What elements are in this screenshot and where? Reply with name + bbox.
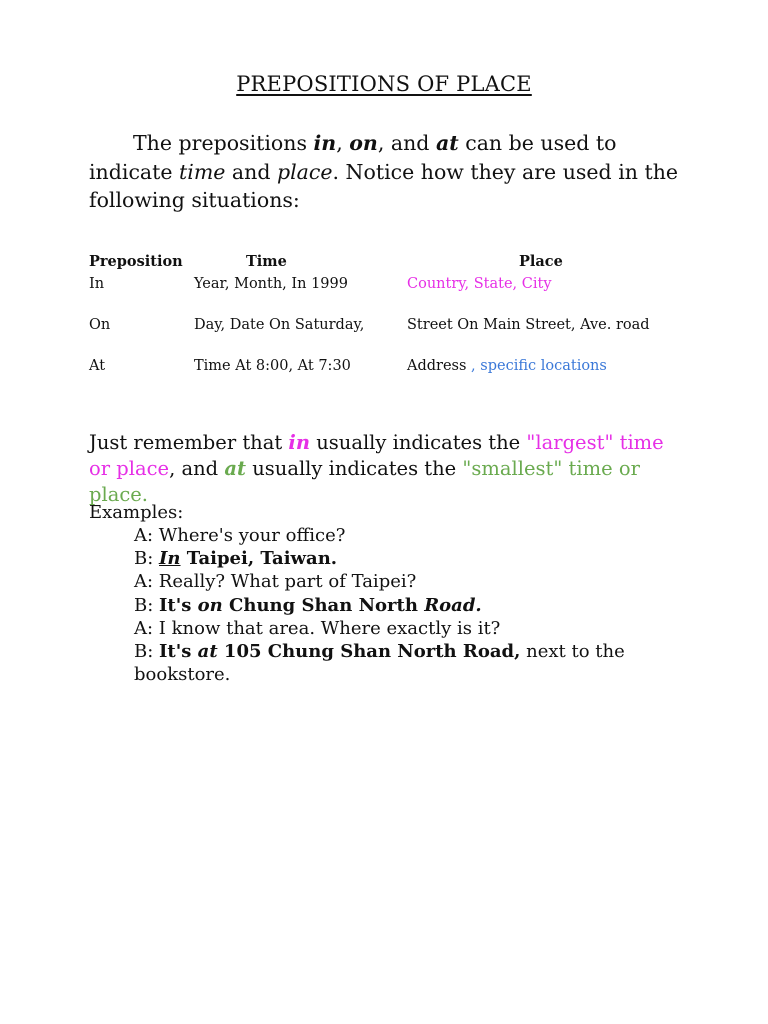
cell-place-colored: Country, State, City — [407, 276, 552, 292]
header-place: Place — [519, 253, 563, 270]
cell-place — [407, 317, 650, 333]
intro-text: and — [225, 159, 277, 184]
intro-paragraph — [89, 129, 689, 215]
intro-in: in — [313, 131, 337, 155]
intro-place: place — [277, 159, 333, 184]
example-line — [134, 595, 482, 616]
example-line: A: I know that area. Where exactly is it? — [134, 618, 501, 639]
remember-largest: "largest" time or place — [89, 431, 664, 480]
example-bold: Taipei, Taiwan. — [180, 548, 338, 569]
cell-time: Year, Month, In 1999 — [194, 276, 348, 292]
example-line: A: Really? What part of Taipei? — [134, 571, 417, 592]
cell-place — [407, 276, 552, 292]
remember-in: in — [288, 431, 310, 454]
remember-text: usually indicates the — [246, 457, 463, 480]
example-at: at — [197, 641, 218, 662]
table-header — [89, 253, 709, 273]
example-in: In — [159, 548, 181, 569]
remember-smallest: "smallest" time or place. — [89, 457, 640, 506]
example-text: next to the — [520, 641, 625, 662]
example-line — [134, 548, 337, 569]
example-on: on — [197, 595, 223, 616]
cell-place-plain: Address — [407, 358, 467, 374]
table-row — [89, 358, 709, 378]
example-road: Road. — [424, 595, 482, 616]
remember-text: Just remember that — [89, 431, 289, 454]
intro-text: , — [336, 131, 350, 155]
examples-label: Examples: — [89, 502, 184, 523]
example-bold: It's — [159, 595, 198, 616]
cell-place-plain: Street On Main Street, Ave. road — [407, 317, 650, 333]
example-line — [134, 641, 625, 662]
intro-time: time — [179, 159, 226, 184]
remember-text: , and — [169, 457, 225, 480]
cell-preposition: In — [89, 276, 105, 292]
intro-on: on — [349, 131, 378, 155]
remember-text: usually indicates the — [310, 431, 527, 454]
example-bold: 105 Chung Shan North Road, — [217, 641, 521, 662]
header-time: Time — [246, 253, 287, 270]
cell-time: Time At 8:00, At 7:30 — [194, 358, 351, 374]
cell-preposition: On — [89, 317, 111, 333]
example-prefix: B: — [134, 641, 160, 662]
table-row — [89, 276, 709, 296]
table-row — [89, 317, 709, 337]
example-line: bookstore. — [134, 664, 231, 685]
page-title: PREPOSITIONS OF PLACE — [236, 72, 532, 96]
intro-text: . Notice how they are used in the following situations: — [89, 159, 679, 212]
example-bold: Chung Shan North — [222, 595, 425, 616]
cell-place — [407, 358, 607, 374]
example-bold: It's — [159, 641, 198, 662]
intro-text: can be used to indicate — [89, 131, 617, 184]
example-prefix: B: — [134, 548, 160, 569]
intro-text: , and — [377, 131, 436, 155]
example-prefix: B: — [134, 595, 160, 616]
header-preposition: Preposition — [89, 253, 183, 270]
intro-at: at — [435, 131, 459, 155]
intro-text: The prepositions — [133, 131, 314, 155]
remember-paragraph — [89, 430, 689, 508]
example-line: A: Where's your office? — [134, 525, 346, 546]
cell-time: Day, Date On Saturday, — [194, 317, 365, 333]
remember-at: at — [224, 457, 246, 480]
cell-place-colored: , specific locations — [466, 358, 607, 374]
cell-preposition: At — [89, 358, 106, 374]
